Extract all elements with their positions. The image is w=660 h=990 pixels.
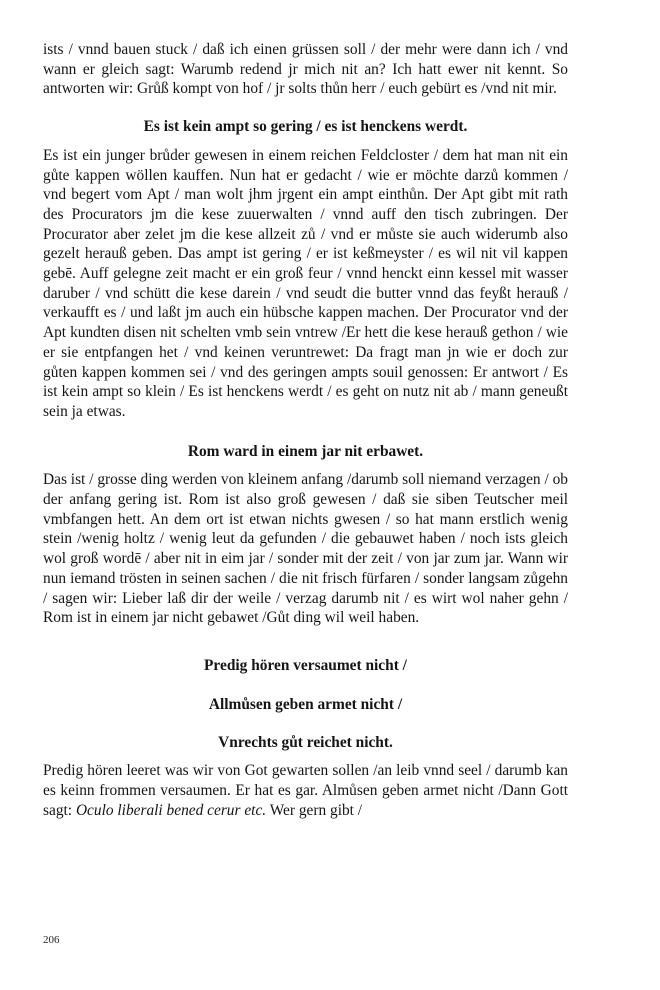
- heading-rom: Rom ward in einem jar nit erbawet.: [187, 442, 424, 460]
- paragraph-intro: ists / vnnd bauen stuck / daß ich einen grüssen soll / der mehr were dann ich / vnd wann er gleich sagt: Warumb redend jr mich nit an? Ich hatt ewer nit kennt. So antworten wir: Grůß kompt von hof / jr solts thůn herr / euch gebürt es /vnd nit mir.: [43, 41, 568, 98]
- heading-predig: Predig hören versaumet nicht /: [204, 656, 407, 674]
- paragraph-predig: [43, 761, 568, 820]
- paragraph-predig-end: Wer gern gibt /: [269, 801, 363, 819]
- heading-kein-ampt: Es ist kein ampt so gering / es ist henckens werdt.: [143, 118, 468, 136]
- heading-allmusen: Allmůsen geben armet nicht /: [208, 695, 403, 713]
- page-body: [43, 40, 568, 820]
- latin-quote: Oculo liberali bened cerur etc.: [75, 801, 267, 819]
- paragraph-keßmeyster: Es ist ein junger brůder gewesen in einem reichen Feldcloster / dem hat man nit ein gůte kappen wöllen kauffen. Nun hat er gedacht / wie er möchte darzů kommen / vnd begert vom Apt / man wolt jhm jrgent ein ampt einthůn. Der Apt gibt mit rath des Procurators jm die kese zuuerwalten / vnnd auff den tisch zubringen. Der Procurator aber zelet jm die kese allzeit zů / vnd er můste sie auch widerumb also gezelt herauß geben. Das ampt ist gering / er ist keßmeyster / es wil nit vil kappen gebē. Auff gelegne zeit macht er ein groß feur / vnnd henckt einn kessel mit wasser daruber / vnd schütt die kese darein / vnd seudt die butter vnnd das feyßt herauß / verkaufft es / und laßt jm auch ein hübsche kappen machen. Der Procurator vnd der Apt kundten disen nit schelten vmb sein vntrew /Er hett die kese herauß gethon / wie er sie entpfangen het / vnd keinen veruntrewet: Da fragt man jn wie er doch zur gůten kappen kommen sei / vnd des geringen ampts souil genossen: Er antwort / Es ist kein ampt so klein / Es ist henckens werdt / es geht on nutz nit ab / mann geneußt sein ja etwas.: [43, 146, 568, 420]
- heading-vnrechts: Vnrechts gůt reichet nicht.: [218, 734, 393, 752]
- paragraph-rom: Das ist / grosse ding werden von kleinem anfang /darumb soll niemand verzagen / ob der anfang gering ist. Rom ist also groß gewesen / daß sie siben Teutscher meil vmbfangen hett. An dem ort ist etwan nichts gwesen / so hat mann erstlich wenig stein /wenig holtz / wenig leut da gefunden / die gebauwet haben / noch ists gleich wol groß wordē / aber nit in eim jar / sonder mit der zeit / von jar zum jar. Wann wir nun iemand trösten in seinen sachen / die nit frisch fürfaren / sonder langsam zůgehn / sagen wir: Lieber laß dir der weile / verzag darumb nit / es wirt wol naher gehn / Rom ist in einem jar nicht gebawet /Gůt ding wil weil haben.: [43, 471, 568, 627]
- page-number: 206: [43, 934, 60, 946]
- paragraph-predig-text: Predig hören leeret was wir von Got gewarten sollen /an leib vnnd seel / darumb kan es keinn frommen versaumen. Er hat es gar. Almůsen geben armet nicht /Dann Gott sagt:: [43, 762, 568, 819]
